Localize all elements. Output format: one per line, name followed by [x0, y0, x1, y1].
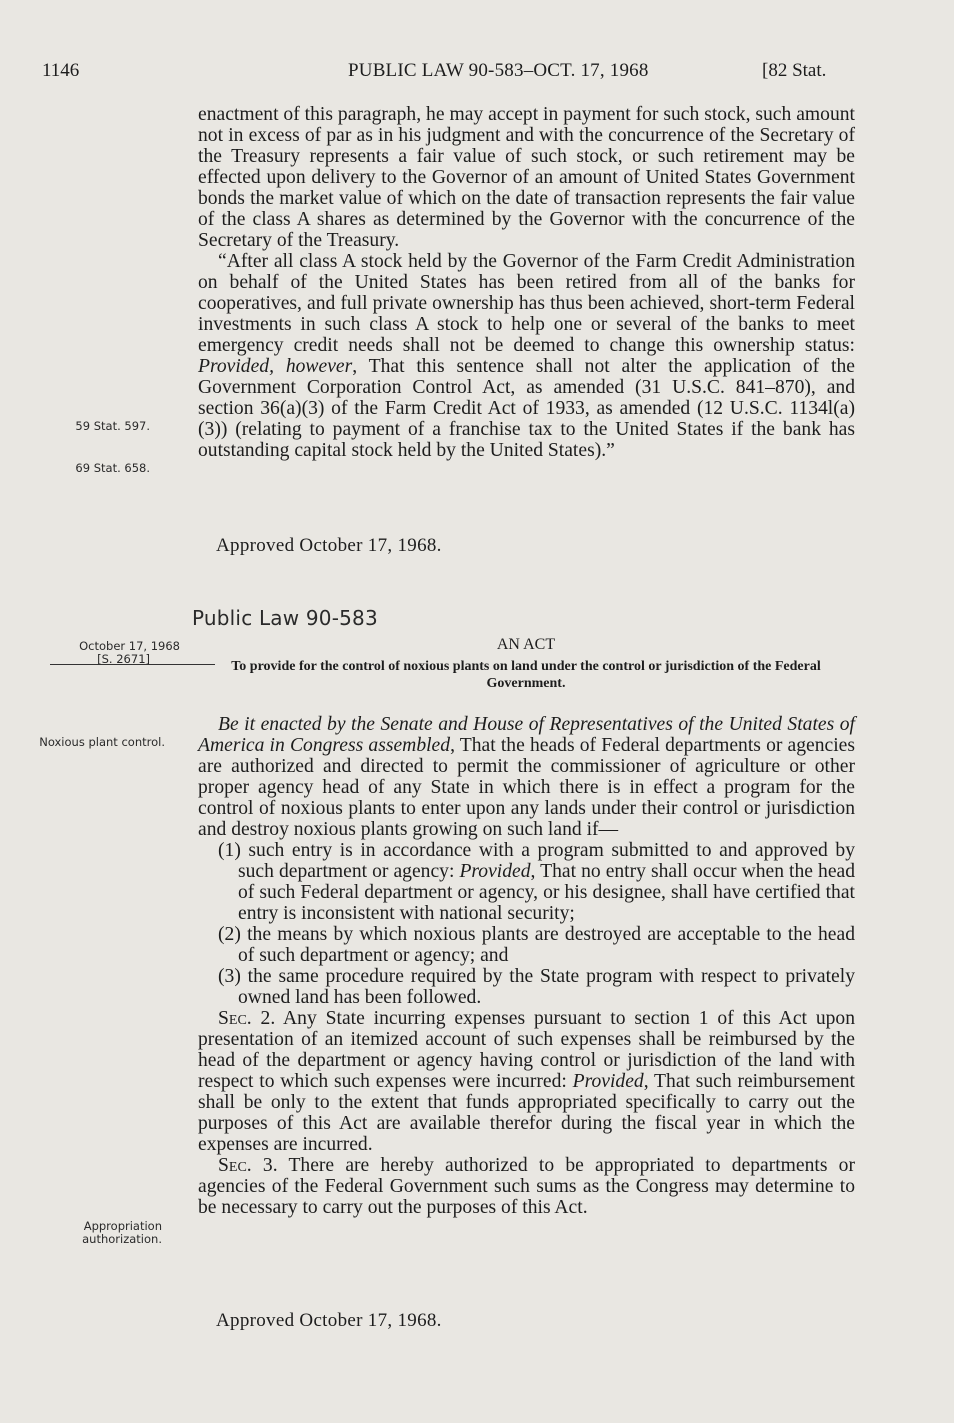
section-2: Sec. 2. Any State incurring expenses pursuant to section 1 of this Act upon presentation of an itemized account of such expenses shall be reimbursed by the head of the department or agency having control or jurisdiction of the land with respect to which such expenses were incurred: Provided, That such reimbursement shall be only to the extent that funds appropriated specifically to carry out the purposes of this Act are available therefor during the fiscal year in which the expenses are incurred. — [198, 1008, 856, 1155]
act-text — [198, 714, 855, 1218]
paragraph-class-a-stock: “After all class A stock held by the Governor of the Farm Credit Administration on behalf of the United States has been retired from all of the banks for cooperatives, and full private ownership has thus been achieved, short-term Federal investments in such class A stock to help one or several of the banks to meet emergency credit needs shall not be deemed to change this ownership status: Provided, however, That this sentence shall not alter the application of the Government Corporation Control Act, as amended (31 U.S.C. 841–870), and section 36(a)(3) of the Farm Credit Act of 1933, as amended (12 U.S.C. 1134l(a)(3)) (relating to payment of a franchise tax to the United States if the bank has outstanding capital stock held by the United States).” — [198, 251, 855, 461]
margin-note-bill: [S. 2671] — [97, 652, 150, 666]
margin-note-59-stat: 59 Stat. 597. — [75, 419, 150, 433]
act-heading: AN ACT — [496, 636, 556, 653]
approved-line-1: Approved October 17, 1968. — [216, 535, 442, 556]
section-3: Sec. 3. There are hereby authorized to be appropriated to departments or agencies of the Federal Government such sums as the Congress may determine to be necessary to carry out the purposes of this Act. — [198, 1155, 855, 1218]
running-title: PUBLIC LAW 90-583–OCT. 17, 1968 — [348, 60, 649, 81]
margin-note-noxious-plant-control: Noxious plant control. — [39, 735, 165, 749]
page-number: 1146 — [42, 60, 80, 81]
continued-section — [198, 104, 855, 461]
paragraph-continued: enactment of this paragraph, he may accept in payment for such stock, such amount not in excess of par as in his judgment and with the concurrence of the Secretary of the Treasury represents a fair value of such stock, or such retirement may be effected upon delivery to the Governor of an amount of United States Government bonds the market value of which on the date of transaction represents the fair value of the class A shares as determined by the Governor with the concurrence of the Secretary of the Treasury. — [198, 104, 855, 251]
public-law-title: Public Law 90-583 — [192, 606, 378, 630]
enacting-clause: Be it enacted by the Senate and House of Representatives of the United States of America in Congress assembled, That the heads of Federal departments or agencies are authorized and directed to permit the commissioner of agriculture or other proper agency head of any State in which there is in effect a program for the control of noxious plants to enter upon any lands under their control or jurisdiction and destroy noxious plants growing on such land if— — [198, 714, 856, 840]
page-header — [0, 60, 954, 86]
margin-divider — [50, 664, 215, 665]
approved-line-2: Approved October 17, 1968. — [216, 1310, 442, 1331]
volume-reference: [82 Stat. — [762, 60, 827, 81]
item-3: (3) the same procedure required by the State program with respect to privately owned land has been followed. — [218, 966, 855, 1008]
item-2: (2) the means by which noxious plants are destroyed are acceptable to the head of such department or agency; and — [218, 924, 855, 966]
margin-note-date: October 17, 1968 — [79, 639, 180, 653]
act-purpose: To provide for the control of noxious plants on land under the control or jurisdiction of the Federal Government. — [231, 659, 821, 691]
item-1: (1) such entry is in accordance with a program submitted to and approved by such department or agency: Provided, That no entry shall occur when the head of such Federal department or agency, or his designee, shall have certified that entry is inconsistent with national security; — [218, 840, 856, 924]
margin-note-appropriation: Appropriation authorization. — [82, 1219, 162, 1246]
margin-note-69-stat: 69 Stat. 658. — [75, 461, 150, 475]
